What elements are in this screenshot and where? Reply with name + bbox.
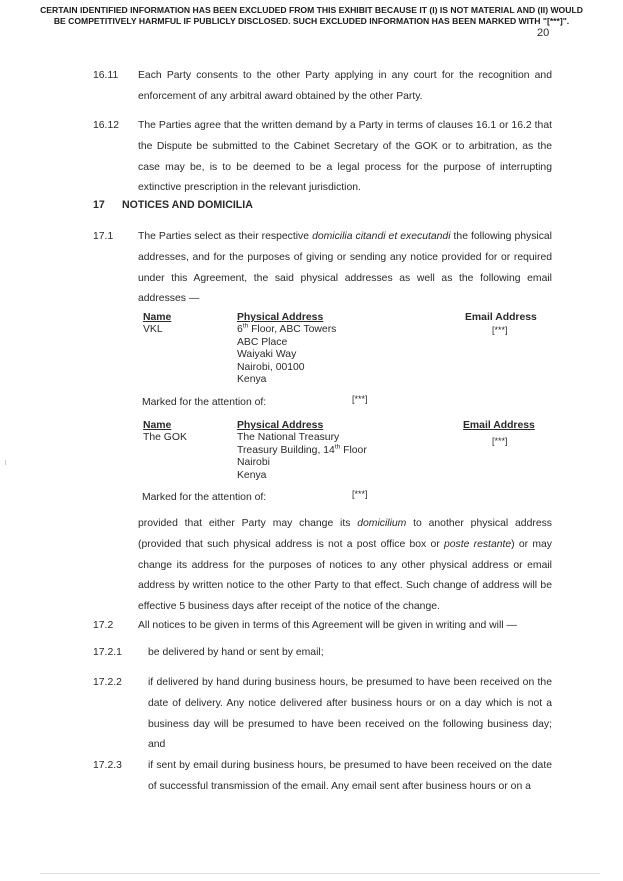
building-text: Treasury Building, 14 — [237, 445, 335, 456]
proviso-italic-2: poste restante — [443, 538, 512, 550]
clause-number-17-1: 17.1 — [93, 231, 114, 242]
address-column-header-gok: Physical Address — [237, 420, 324, 431]
name-column-header-vkl: Name — [143, 312, 172, 323]
clause-number-17-2-3: 17.2.3 — [93, 760, 122, 771]
address-line-gok-3: Nairobi — [237, 457, 270, 468]
attention-label-gok: Marked for the attention of: — [142, 492, 267, 503]
address-column-header-vkl: Physical Address — [237, 312, 324, 323]
attention-redacted-gok: [***] — [352, 489, 368, 499]
clause-number-17-2: 17.2 — [93, 620, 114, 631]
email-redacted-vkl: [***] — [492, 325, 508, 335]
proviso-part-3: ) or may change its address for the purposes of notices to any other physical address or email address by written notice to the other Party to that effect. Such change of address will be effective 5 business days after receipt of the notice of the change. — [138, 538, 552, 613]
address-line-gok-2 — [237, 445, 367, 458]
redaction-notice-line-1: CERTAIN IDENTIFIED INFORMATION HAS BEEN EXCLUDED FROM THIS EXHIBIT BECAUSE IT (I) IS NOT MATERIAL AND (II) WOULD — [40, 5, 583, 15]
clause-text-17-2-3: if sent by email during business hours, be presumed to have been received on the date of successful transmission of the email. Any email sent after business hours or on a — [148, 760, 552, 792]
floor-suffix: th — [334, 443, 341, 451]
email-column-header-gok: Email Address — [463, 420, 535, 431]
party-name-gok: The GOK — [143, 432, 187, 443]
clause-text-17-1-proviso — [138, 514, 552, 618]
section-title-notices: NOTICES AND DOMICILIA — [122, 199, 253, 211]
clause-text-17-1 — [138, 227, 552, 310]
clause-text-17-2-2: if delivered by hand during business hours, be presumed to have been received on the date of delivery. Any notice delivered after business hours or on a day which is not a business day will be presumed to have been received on the following business day; and — [148, 677, 552, 751]
page-bottom-rule — [40, 873, 600, 874]
clause-number-17-2-1: 17.2.1 — [93, 647, 122, 658]
clause-number-17-2-2: 17.2.2 — [93, 677, 122, 688]
address-line-vkl-5: Kenya — [237, 374, 267, 385]
floor-word: Floor — [340, 445, 367, 456]
clause-number-16-12: 16.12 — [93, 120, 120, 131]
clause-text-16-12: The Parties agree that the written demand by a Party in terms of clauses 16.1 or 16.2 that the Dispute be submitted to the Cabinet Secretary of the GOK or to arbitration, as the case may be, is to be deemed to be a legal process for the purpose of interrupting extinctive prescription in the relevant jurisdiction. — [138, 120, 552, 194]
proviso-part-2: to another physical address (provided that such physical address is not a post office box or — [138, 518, 552, 550]
name-column-header-gok: Name — [143, 420, 172, 431]
floor-suffix: th — [242, 322, 249, 330]
clause-text-17-1-italic: domicilia citandi et executandi — [312, 231, 451, 242]
page-number: 20 — [537, 27, 550, 39]
address-line-gok-1: The National Treasury — [237, 432, 340, 443]
scan-margin-mark — [5, 460, 6, 465]
clause-text-17-1-b: the following physical addresses, and for the purposes of giving or sending any notice provided for or required under this Agreement, the said physical addresses as well as the following email addresses — — [138, 231, 552, 305]
clause-text-17-2: All notices to be given in terms of this Agreement will be given in writing and will — — [138, 620, 517, 631]
floor-number: 6 — [237, 324, 243, 335]
address-line-vkl-4: Nairobi, 00100 — [237, 362, 305, 373]
attention-redacted-vkl: [***] — [352, 394, 368, 404]
attention-label-vkl: Marked for the attention of: — [142, 397, 267, 408]
proviso-italic-1: domicilium — [357, 518, 407, 529]
clause-text-17-1-a: The Parties select as their respective — [138, 231, 313, 242]
floor-rest: Floor, ABC Towers — [248, 324, 337, 335]
address-line-vkl-1 — [237, 324, 336, 337]
clause-number-16-11: 16.11 — [93, 70, 119, 81]
email-column-header-vkl: Email Address — [465, 312, 537, 323]
redaction-notice-line-2: BE COMPETITIVELY HARMFUL IF PUBLICLY DISCLOSED. SUCH EXCLUDED INFORMATION HAS BEEN MARKED WITH "[***]". — [53, 16, 570, 26]
email-redacted-gok: [***] — [492, 436, 508, 446]
clause-text-16-11: Each Party consents to the other Party applying in any court for the recognition and enforcement of any arbitral award obtained by the other Party. — [138, 70, 552, 102]
redaction-notice-header — [20, 5, 603, 27]
section-number-17: 17 — [93, 199, 105, 211]
address-line-gok-4: Kenya — [237, 470, 267, 481]
address-line-vkl-3: Waiyaki Way — [237, 349, 297, 360]
clause-text-17-2-1: be delivered by hand or sent by email; — [148, 647, 324, 658]
party-name-vkl: VKL — [143, 324, 163, 335]
proviso-part-1: provided that either Party may change its — [138, 518, 358, 529]
address-line-vkl-2: ABC Place — [237, 337, 288, 348]
